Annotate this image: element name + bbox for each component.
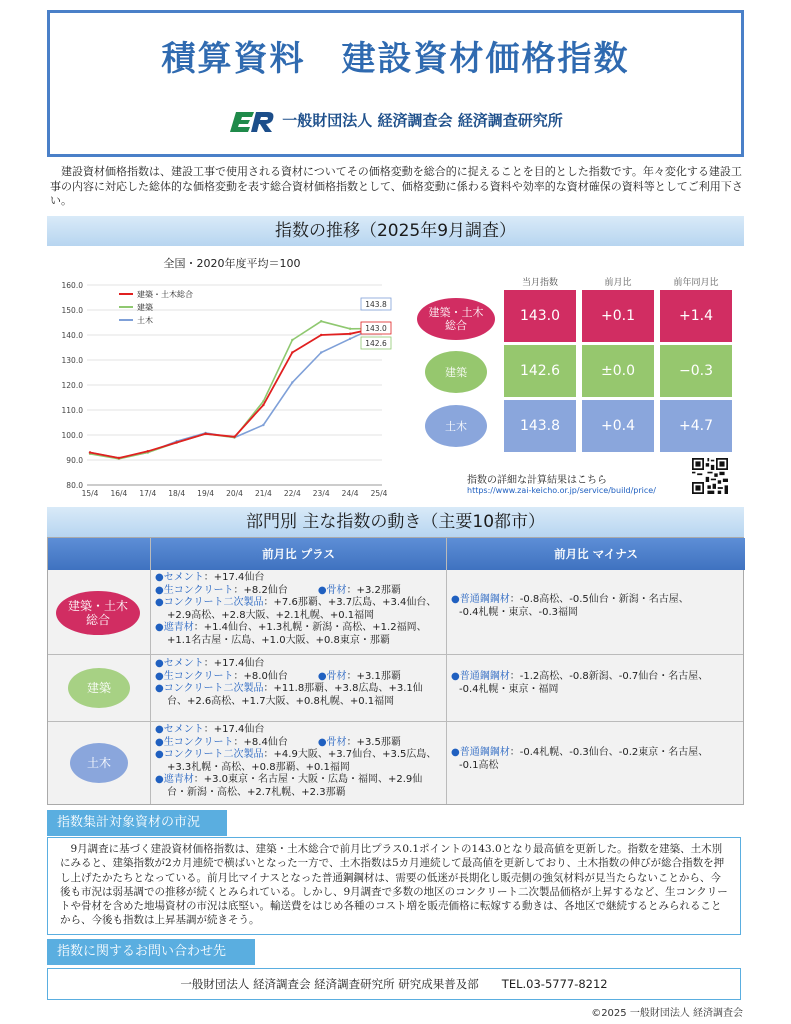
legend-label: 建築・土木総合 bbox=[137, 290, 193, 299]
y-tick-label: 130.0 bbox=[61, 356, 83, 365]
data-point bbox=[204, 433, 206, 435]
end-label: 142.6 bbox=[365, 339, 387, 348]
material-change: ：+3.5那覇 bbox=[346, 736, 401, 748]
material-change: ：-0.8高松、-0.5仙台・新潟・名古屋、 bbox=[509, 594, 689, 605]
dept-minus-line bbox=[451, 594, 743, 607]
material-change: ：+8.4仙台 bbox=[233, 736, 288, 748]
stats-total-mom: +0.1 bbox=[582, 290, 654, 342]
dept-minus-cell bbox=[451, 594, 743, 619]
dept-plus-line bbox=[155, 585, 445, 598]
dept-plus-cell bbox=[155, 658, 445, 708]
material-name: ●普通鋼鋼材 bbox=[451, 594, 510, 605]
dept-plus-cell bbox=[155, 572, 445, 647]
stats-header-current: 当月指数 bbox=[521, 278, 558, 288]
end-label: 143.8 bbox=[365, 300, 387, 309]
data-point bbox=[349, 328, 351, 330]
material-change: ：+3.0東京・名古屋・大阪・広島・福岡、+2.9仙 bbox=[193, 774, 423, 785]
stats-civil-mom: +0.4 bbox=[582, 400, 654, 452]
data-point bbox=[349, 333, 351, 335]
dept-plus-line: 台、+2.6高松、+1.7大阪、+0.8札幌、+0.1福岡 bbox=[167, 695, 395, 707]
stats-civil-yoy: +4.7 bbox=[660, 400, 732, 452]
x-tick-label: 17/4 bbox=[139, 489, 157, 498]
x-tick-label: 18/4 bbox=[168, 489, 186, 498]
x-tick-label: 19/4 bbox=[197, 489, 215, 498]
material-change: ：+17.4仙台 bbox=[203, 572, 265, 583]
material-change: ：+4.9大阪、+3.7仙台、+3.5広島、 bbox=[263, 749, 437, 760]
page-title: 積算資料 建設資材価格指数 bbox=[161, 39, 630, 79]
dept-plus-line: +2.9高松、+2.8大阪、+2.1札幌、+0.1福岡 bbox=[167, 609, 375, 621]
detail-link[interactable]: https://www.zai-keicho.or.jp/service/build/price/ bbox=[467, 486, 656, 495]
material-change: ：+7.6那覇、+3.7広島、+3.4仙台、 bbox=[263, 597, 437, 608]
x-tick-label: 21/4 bbox=[254, 489, 272, 498]
x-tick-label: 22/4 bbox=[283, 489, 301, 498]
material-change: ：+3.2那覇 bbox=[346, 584, 401, 596]
legend-label: 土木 bbox=[137, 316, 153, 325]
stats-total-yoy: +1.4 bbox=[660, 290, 732, 342]
stats-building-mom: ±0.0 bbox=[582, 345, 654, 397]
dept-table bbox=[47, 537, 744, 805]
y-tick-label: 150.0 bbox=[61, 306, 83, 315]
detail-label: 指数の詳細な計算結果はこちら bbox=[467, 475, 607, 486]
copyright: ©2025 一般財団法人 経済調査会 bbox=[591, 1008, 743, 1019]
material-name: ●コンクリート二次製品 bbox=[155, 749, 264, 760]
dept-plus-line: +1.1名古屋・広島、+1.0大阪、+0.8東京・那覇 bbox=[167, 634, 390, 646]
data-point bbox=[349, 338, 351, 340]
stats-header-mom: 前月比 bbox=[604, 278, 632, 288]
stats-header-yoy: 前年同月比 bbox=[673, 278, 719, 288]
chart-title: 全国・2020年度平均＝100 bbox=[163, 257, 301, 270]
material-change: ：+8.0仙台 bbox=[233, 670, 288, 682]
end-label: 143.0 bbox=[365, 324, 387, 333]
stats-total-current: 143.0 bbox=[504, 290, 576, 342]
dept-plus-line bbox=[155, 737, 445, 750]
material-name: ●骨材 bbox=[317, 584, 347, 596]
material-name: ●遮青材 bbox=[155, 774, 194, 785]
dept-plus-line bbox=[155, 671, 445, 684]
stats-label-total: 建築・土木 総合 bbox=[417, 298, 495, 340]
dept-minus-line: -0.4札幌・東京、-0.3福岡 bbox=[459, 606, 579, 618]
material-name: ●骨材 bbox=[317, 736, 347, 748]
qr-code-icon[interactable] bbox=[692, 458, 728, 494]
material-change: ：+3.1那覇 bbox=[346, 670, 401, 682]
material-name: ●普通鋼鋼材 bbox=[451, 671, 510, 682]
dept-plus-line bbox=[155, 622, 445, 635]
material-change: ：+11.8那覇、+3.8広島、+3.1仙 bbox=[263, 683, 423, 694]
dept-plus-line bbox=[155, 683, 445, 696]
contact-title: 指数に関するお問い合わせ先 bbox=[47, 939, 255, 965]
y-tick-label: 120.0 bbox=[61, 381, 83, 390]
intro-text: 建設資材価格指数は、建設工事で使用される資材についてその価格変動を総合的に捉えることを目的とした指数です。年々変化する建設工事の内容に対応した総体的な価格変動を表す総合資材価格指数として、価格変動に係わる資料や効率的な資材確保の資料等としてご利用下さい。 bbox=[50, 165, 743, 207]
data-point bbox=[118, 457, 120, 459]
legend-label: 建築 bbox=[137, 303, 153, 312]
data-point bbox=[291, 339, 293, 341]
data-point bbox=[291, 351, 293, 353]
y-tick-label: 80.0 bbox=[66, 481, 83, 490]
data-point bbox=[89, 451, 91, 453]
data-point bbox=[262, 424, 264, 426]
org-name: 一般財団法人 経済調査会 経済調査研究所 bbox=[282, 111, 563, 130]
material-name: ●セメント bbox=[155, 658, 204, 669]
y-tick-label: 110.0 bbox=[61, 406, 83, 415]
dept-minus-cell bbox=[451, 671, 743, 696]
section-dept-title: 部門別 主な指数の動き（主要10都市） bbox=[47, 507, 744, 537]
material-name: ●普通鋼鋼材 bbox=[451, 747, 510, 758]
dept-plus-line bbox=[155, 724, 445, 737]
chart-area bbox=[47, 248, 744, 500]
x-tick-label: 16/4 bbox=[110, 489, 128, 498]
material-name: ●コンクリート二次製品 bbox=[155, 597, 264, 608]
dept-plus-line bbox=[155, 749, 445, 762]
stats-civil-current: 143.8 bbox=[504, 400, 576, 452]
x-tick-label: 25/4 bbox=[370, 489, 388, 498]
dept-plus-cell bbox=[155, 724, 445, 799]
org-row bbox=[50, 108, 741, 134]
material-name: ●生コンクリート bbox=[155, 584, 234, 596]
dept-label-building: 建築 bbox=[68, 668, 130, 708]
data-point bbox=[320, 351, 322, 353]
market-text: 9月調査に基づく建設資材価格指数は、建築・土木総合で前月比プラス0.1ポイントの143.0となり最高値を更新した。指数を建築、土木別にみると、建築指数が2カ月連続で横ばいとなった一方で、土木指数は5カ月連続して最高値を更新しており、土木指数の伸びが総合指数を押し上げたかたちとなっている。前月比マイナスとなった普通鋼鋼材は、需要の低迷が長期化し販売側の強気材料が見当たらないことから、今後も市況は弱基調での推移が続くとみられている。しかし、9月調査で多数の地区のコンクリート二次製品価格が上昇するなど、生コンクリートや骨材を含めた地場資材の市況は底堅い。輸送費をはじめ各種のコスト増を販売価格に転嫁する動きは、各地区で継続するとみられることから、今後も指数は上昇基調が続きそう。 bbox=[47, 837, 741, 935]
data-point bbox=[147, 450, 149, 452]
x-tick-label: 20/4 bbox=[226, 489, 243, 498]
dept-minus-cell bbox=[451, 747, 743, 772]
dept-minus-line bbox=[451, 747, 743, 760]
data-point bbox=[233, 436, 235, 438]
y-tick-label: 140.0 bbox=[61, 331, 83, 340]
data-point bbox=[262, 404, 264, 406]
x-tick-label: 15/4 bbox=[81, 489, 99, 498]
material-change: ：+17.4仙台 bbox=[203, 724, 265, 735]
title-box bbox=[47, 10, 744, 157]
material-name: ●セメント bbox=[155, 724, 204, 735]
material-change: ：+8.2仙台 bbox=[233, 584, 288, 596]
index-line-chart bbox=[47, 248, 392, 500]
stats-grid bbox=[417, 248, 744, 458]
market-title: 指数集計対象資材の市況 bbox=[47, 810, 227, 836]
dept-label-civil: 土木 bbox=[70, 743, 128, 783]
dept-plus-line: 台・新潟・高松、+2.7札幌、+2.3那覇 bbox=[167, 786, 346, 798]
x-tick-label: 23/4 bbox=[312, 489, 330, 498]
dept-minus-line: -0.1高松 bbox=[459, 759, 499, 771]
dept-table-header-plus: 前月比 プラス bbox=[151, 538, 446, 570]
material-change: ：+1.4仙台、+1.3札幌・新潟・高松、+1.2福岡、 bbox=[193, 622, 427, 633]
dept-table-header-blank bbox=[48, 538, 150, 570]
stats-label-civil: 土木 bbox=[425, 405, 487, 447]
data-point bbox=[291, 381, 293, 383]
data-point bbox=[320, 320, 322, 322]
material-name: ●生コンクリート bbox=[155, 670, 234, 682]
dept-label-total: 建築・土木 総合 bbox=[56, 591, 140, 635]
dept-minus-line: -0.4札幌・東京・福岡 bbox=[459, 683, 559, 695]
material-change: ：+17.4仙台 bbox=[203, 658, 265, 669]
y-tick-label: 160.0 bbox=[61, 281, 83, 290]
data-point bbox=[176, 441, 178, 443]
material-name: ●生コンクリート bbox=[155, 736, 234, 748]
y-tick-label: 90.0 bbox=[66, 456, 83, 465]
material-change: ：-0.4札幌、-0.3仙台、-0.2東京・名古屋、 bbox=[509, 747, 709, 758]
dept-plus-line bbox=[155, 597, 445, 610]
dept-minus-line bbox=[451, 671, 743, 684]
contact-text: 一般財団法人 経済調査会 経済調査研究所 研究成果普及部 TEL.03-5777-8212 bbox=[47, 968, 741, 1000]
material-name: ●セメント bbox=[155, 572, 204, 583]
dept-plus-line bbox=[155, 774, 445, 787]
erc-logo-icon bbox=[228, 108, 276, 134]
stats-building-current: 142.6 bbox=[504, 345, 576, 397]
dept-plus-line bbox=[155, 572, 445, 585]
stats-label-building: 建築 bbox=[425, 351, 487, 393]
stats-building-yoy: −0.3 bbox=[660, 345, 732, 397]
y-tick-label: 100.0 bbox=[61, 431, 83, 440]
material-name: ●骨材 bbox=[317, 670, 347, 682]
material-change: ：-1.2高松、-0.8新潟、-0.7仙台・名古屋、 bbox=[509, 671, 709, 682]
dept-plus-line bbox=[155, 658, 445, 671]
x-tick-label: 24/4 bbox=[341, 489, 359, 498]
dept-plus-line: +3.3札幌・高松、+0.8那覇、+0.1福岡 bbox=[167, 761, 350, 773]
section-index-trend-title: 指数の推移（2025年9月調査） bbox=[47, 216, 744, 246]
dept-table-header-minus: 前月比 マイナス bbox=[447, 538, 745, 570]
data-point bbox=[320, 334, 322, 336]
material-name: ●遮青材 bbox=[155, 622, 194, 633]
material-name: ●コンクリート二次製品 bbox=[155, 683, 264, 694]
